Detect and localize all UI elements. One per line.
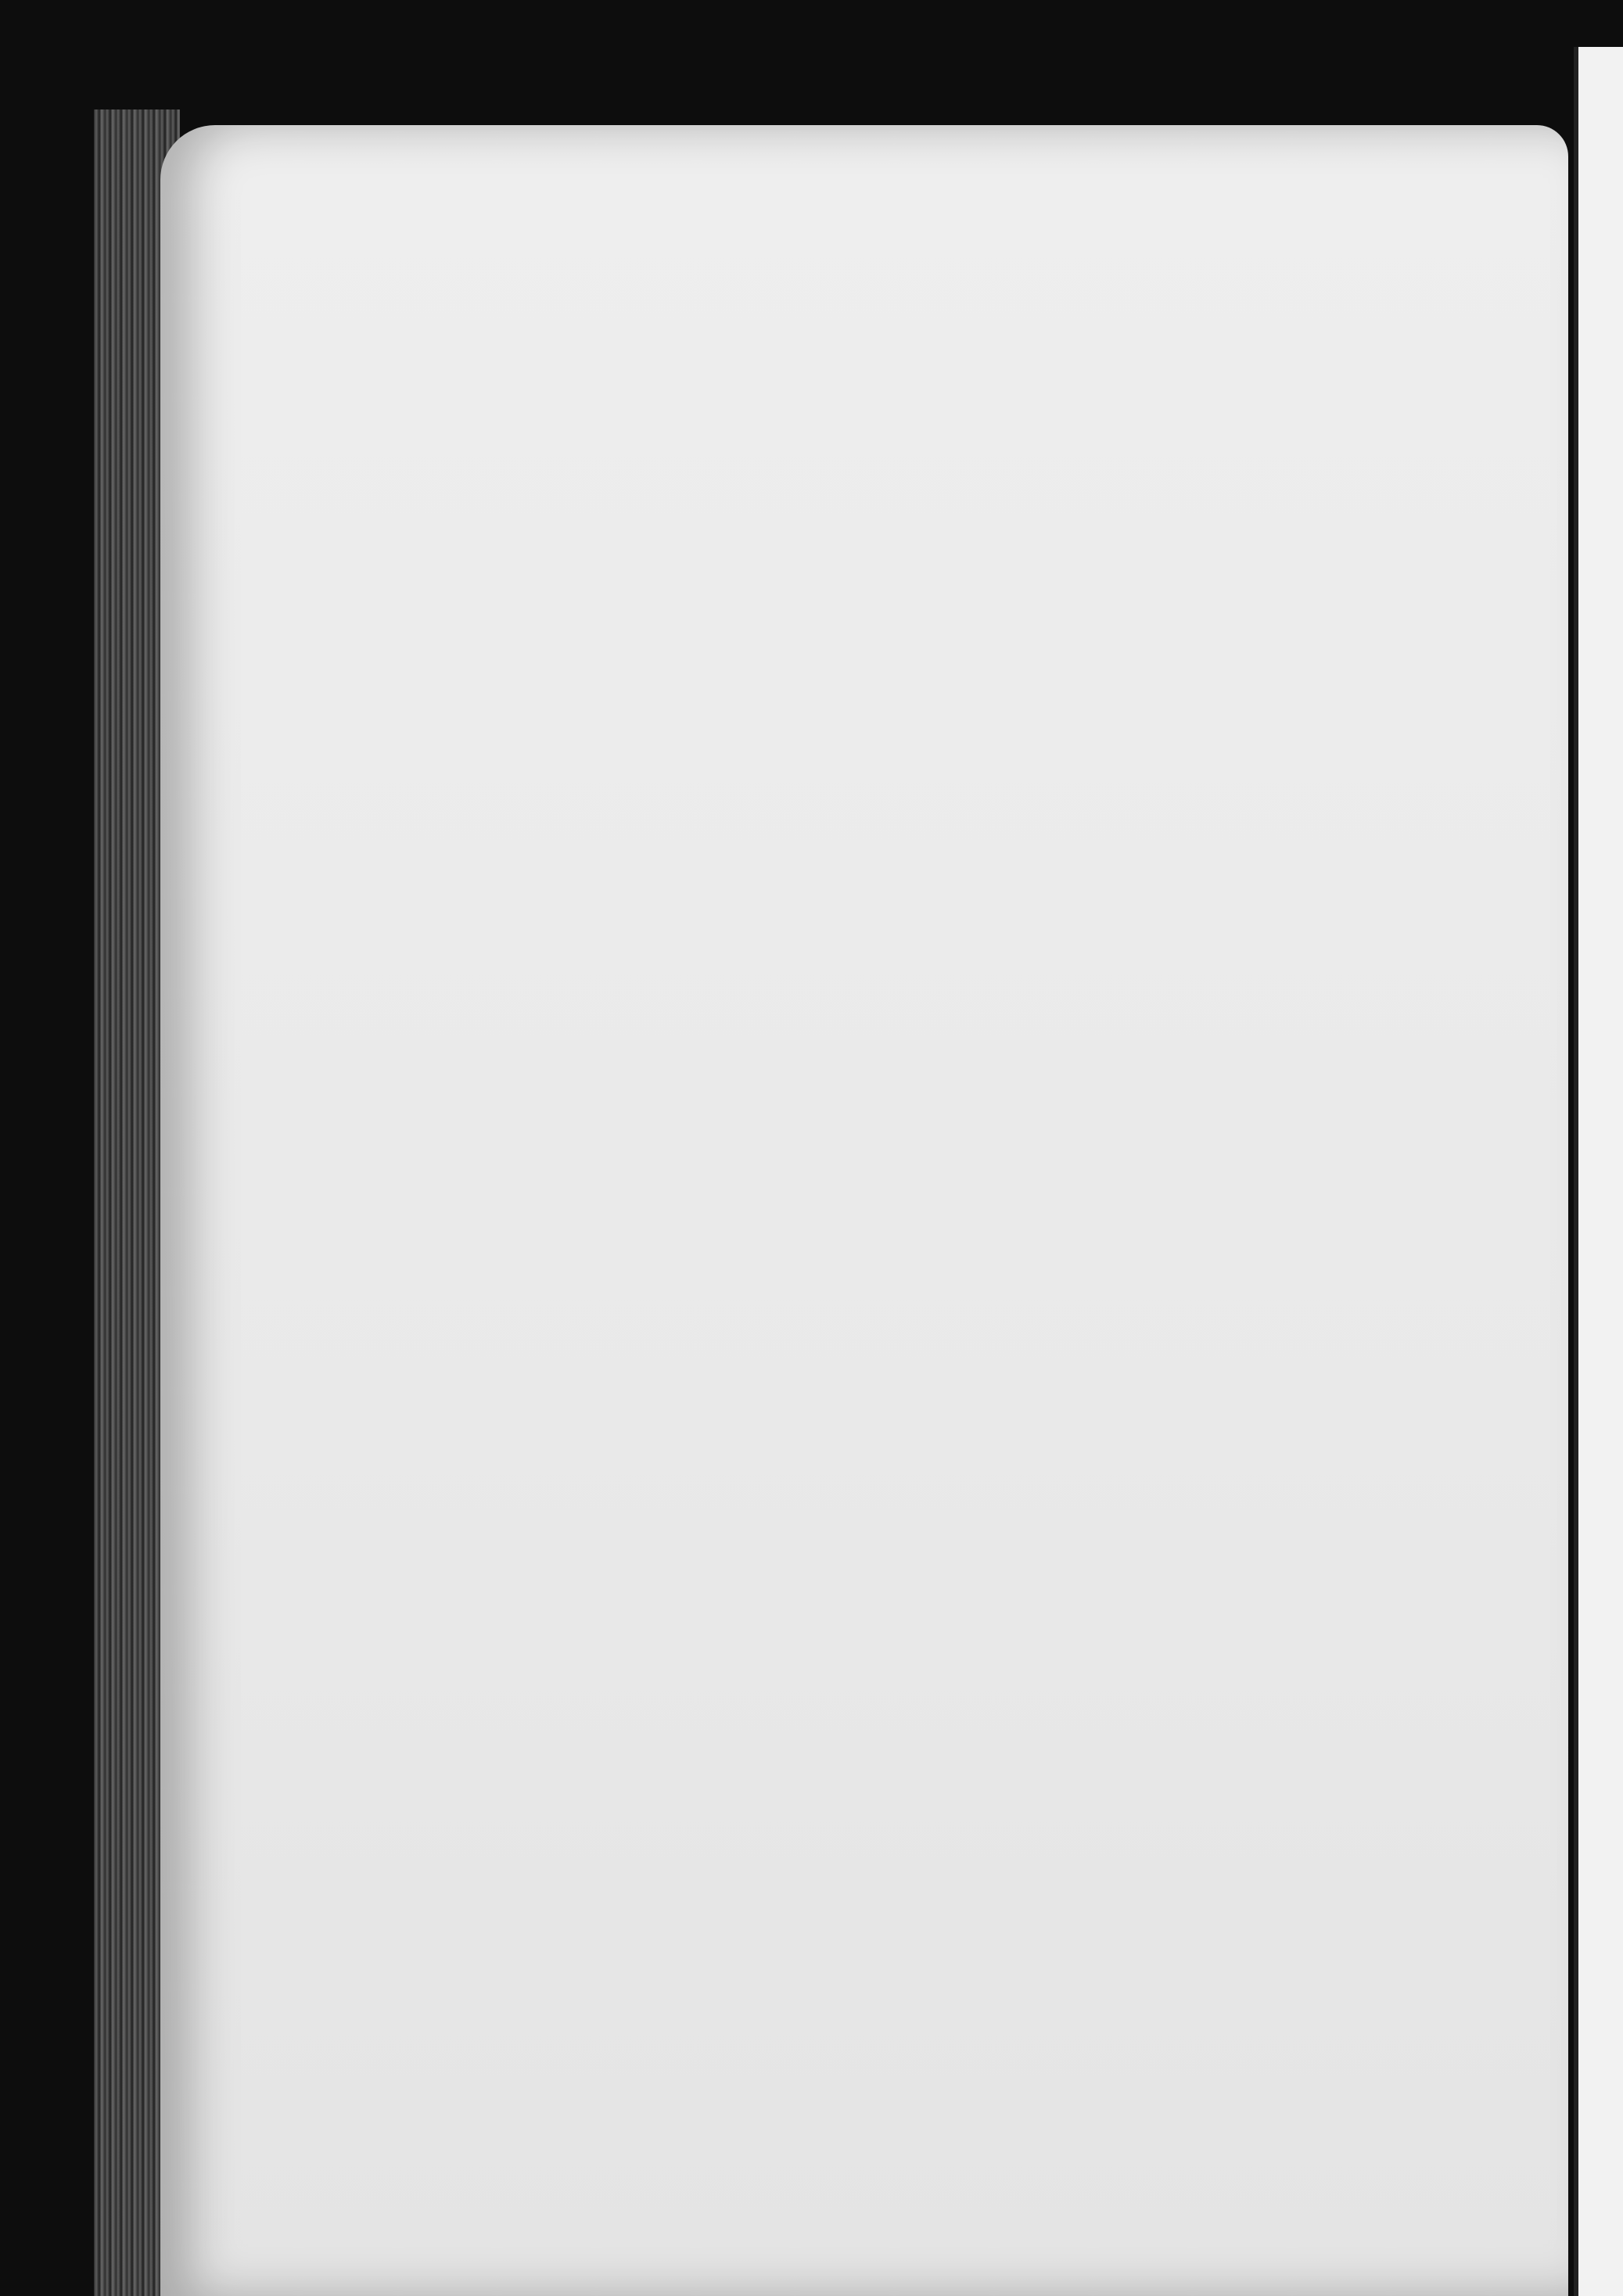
book-page (160, 125, 1568, 2296)
next-page-edge (1574, 47, 1623, 2296)
